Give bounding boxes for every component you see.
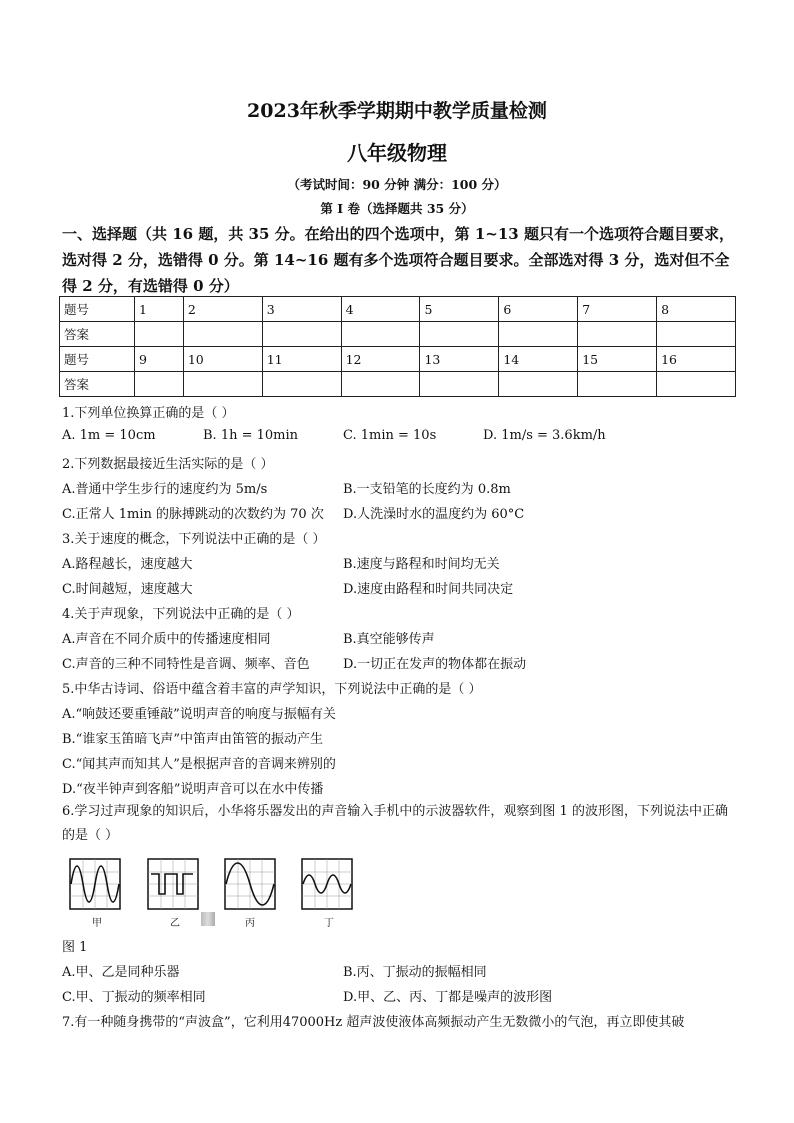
- table-cell: 14: [499, 347, 578, 372]
- question-1-option-b: B. 1h = 10min: [203, 428, 299, 443]
- answer-cell[interactable]: [262, 322, 341, 347]
- figure-label-yi: 乙: [170, 918, 180, 929]
- waveform-bing: [224, 858, 276, 910]
- question-3-stem: 3.关于速度的概念，下列说法中正确的是（ ）: [62, 532, 326, 547]
- table-cell: 13: [420, 347, 499, 372]
- waveform-jia: [69, 858, 121, 910]
- row-label: 题号: [60, 347, 135, 372]
- exam-title: 2023年秋季学期期中教学质量检测: [247, 100, 547, 122]
- answer-cell[interactable]: [420, 322, 499, 347]
- question-4-option-b: B.真空能够传声: [343, 632, 435, 647]
- table-cell: 12: [341, 347, 420, 372]
- question-1-option-a: A. 1m = 10cm: [62, 428, 156, 443]
- question-4-option-d: D.一切正在发声的物体都在振动: [343, 657, 527, 672]
- waveform-ding: [301, 858, 353, 910]
- question-5-option-c: C.“闻其声而知其人”是根据声音的音调来辨别的: [62, 757, 336, 772]
- answer-cell[interactable]: [657, 322, 736, 347]
- table-cell: 8: [657, 297, 736, 322]
- answer-cell[interactable]: [499, 372, 578, 397]
- table-cell: 3: [262, 297, 341, 322]
- table-cell: 16: [657, 347, 736, 372]
- answer-table: [59, 296, 736, 397]
- question-5-option-b: B.“谁家玉笛暗飞声”中笛声由笛管的振动产生: [62, 732, 323, 747]
- answer-cell[interactable]: [341, 322, 420, 347]
- question-3-option-b: B.速度与路程和时间均无关: [343, 557, 500, 572]
- answer-cell[interactable]: [183, 322, 262, 347]
- subject-title: 八年级物理: [347, 141, 447, 165]
- question-6-option-b: B.丙、丁振动的振幅相同: [343, 965, 487, 980]
- answer-cell[interactable]: [183, 372, 262, 397]
- exam-info: （考试时间：90 分钟 满分：100 分）: [287, 177, 507, 192]
- question-7-stem: 7.有一种随身携带的“声波盒”，它利用47000Hz 超声波使液体高频振动产生无数微小的气泡，再立即使其破: [62, 1015, 685, 1030]
- answer-cell[interactable]: [420, 372, 499, 397]
- question-6-option-c: C.甲、丁振动的频率相同: [62, 990, 206, 1005]
- answer-cell[interactable]: [262, 372, 341, 397]
- answer-cell[interactable]: [578, 322, 657, 347]
- answer-cell[interactable]: [578, 372, 657, 397]
- row-label: 题号: [60, 297, 135, 322]
- answer-cell[interactable]: [657, 372, 736, 397]
- table-cell: 15: [578, 347, 657, 372]
- table-cell: 10: [183, 347, 262, 372]
- question-6-stem: 6.学习过声现象的知识后，小华将乐器发出的声音输入手机中的示波器软件，观察到图 1 的波形图，下列说法中正确的是（ ）: [62, 804, 728, 843]
- question-2-option-a: A.普通中学生步行的速度约为 5m/s: [62, 482, 268, 497]
- question-6-option-a: A.甲、乙是同种乐器: [62, 965, 180, 980]
- table-row: [60, 322, 736, 347]
- answer-cell[interactable]: [135, 322, 184, 347]
- question-4-option-a: A.声音在不同介质中的传播速度相同: [62, 632, 271, 647]
- section-instructions: 一、选择题（共 16 题，共 35 分。在给出的四个选项中，第 1~13 题只有一个选项符合题目要求，选对得 2 分，选错得 0 分。第 14~16 题有多个选项符合题目要求。全部选对得 3 分，选对但不全得 2 分，有选错得 0 分）: [62, 225, 734, 295]
- table-cell: 6: [499, 297, 578, 322]
- question-6-option-d: D.甲、乙、丙、丁都是噪声的波形图: [343, 990, 553, 1005]
- question-3-option-d: D.速度由路程和时间共同决定: [343, 582, 514, 597]
- figure-label-ding: 丁: [324, 918, 334, 929]
- table-cell: 4: [341, 297, 420, 322]
- question-1-option-c: C. 1min = 10s: [343, 428, 437, 443]
- table-cell: 7: [578, 297, 657, 322]
- table-cell: 9: [135, 347, 184, 372]
- question-5-stem: 5.中华古诗词、俗语中蕴含着丰富的声学知识，下列说法中正确的是（ ）: [62, 682, 482, 697]
- question-2-stem: 2.下列数据最接近生活实际的是（ ）: [62, 457, 274, 472]
- question-3-option-c: C.时间越短，速度越大: [62, 582, 193, 597]
- waveform-yi: [147, 858, 199, 910]
- scan-smudge: [201, 912, 215, 926]
- question-5-option-d: D.“夜半钟声到客船”说明声音可以在水中传播: [62, 782, 324, 797]
- table-cell: 5: [420, 297, 499, 322]
- question-3-option-a: A.路程越长，速度越大: [62, 557, 193, 572]
- table-cell: 1: [135, 297, 184, 322]
- row-label: 答案: [60, 322, 135, 347]
- table-cell: 2: [183, 297, 262, 322]
- question-4-option-c: C.声音的三种不同特性是音调、频率、音色: [62, 657, 310, 672]
- figure-caption: 图 1: [62, 940, 88, 955]
- table-row: [60, 372, 736, 397]
- table-cell: 11: [262, 347, 341, 372]
- question-1-option-d: D. 1m/s = 3.6km/h: [483, 428, 606, 443]
- question-2-option-b: B.一支铅笔的长度约为 0.8m: [343, 482, 511, 497]
- answer-cell[interactable]: [341, 372, 420, 397]
- question-5-option-a: A.“响鼓还要重锤敲”说明声音的响度与振幅有关: [62, 707, 336, 722]
- answer-cell[interactable]: [499, 322, 578, 347]
- answer-cell[interactable]: [135, 372, 184, 397]
- row-label: 答案: [60, 372, 135, 397]
- part-heading: 第 I 卷（选择题共 35 分）: [320, 201, 474, 216]
- table-row: [60, 297, 736, 322]
- question-2-option-d: D.人洗澡时水的温度约为 60°C: [343, 507, 525, 522]
- question-2-option-c: C.正常人 1min 的脉搏跳动的次数约为 70 次: [62, 507, 324, 522]
- question-1-stem: 1.下列单位换算正确的是（ ）: [62, 406, 235, 421]
- question-4-stem: 4.关于声现象，下列说法中正确的是（ ）: [62, 607, 300, 622]
- table-row: [60, 347, 736, 372]
- figure-label-jia: 甲: [92, 918, 102, 929]
- figure-label-bing: 丙: [245, 918, 255, 929]
